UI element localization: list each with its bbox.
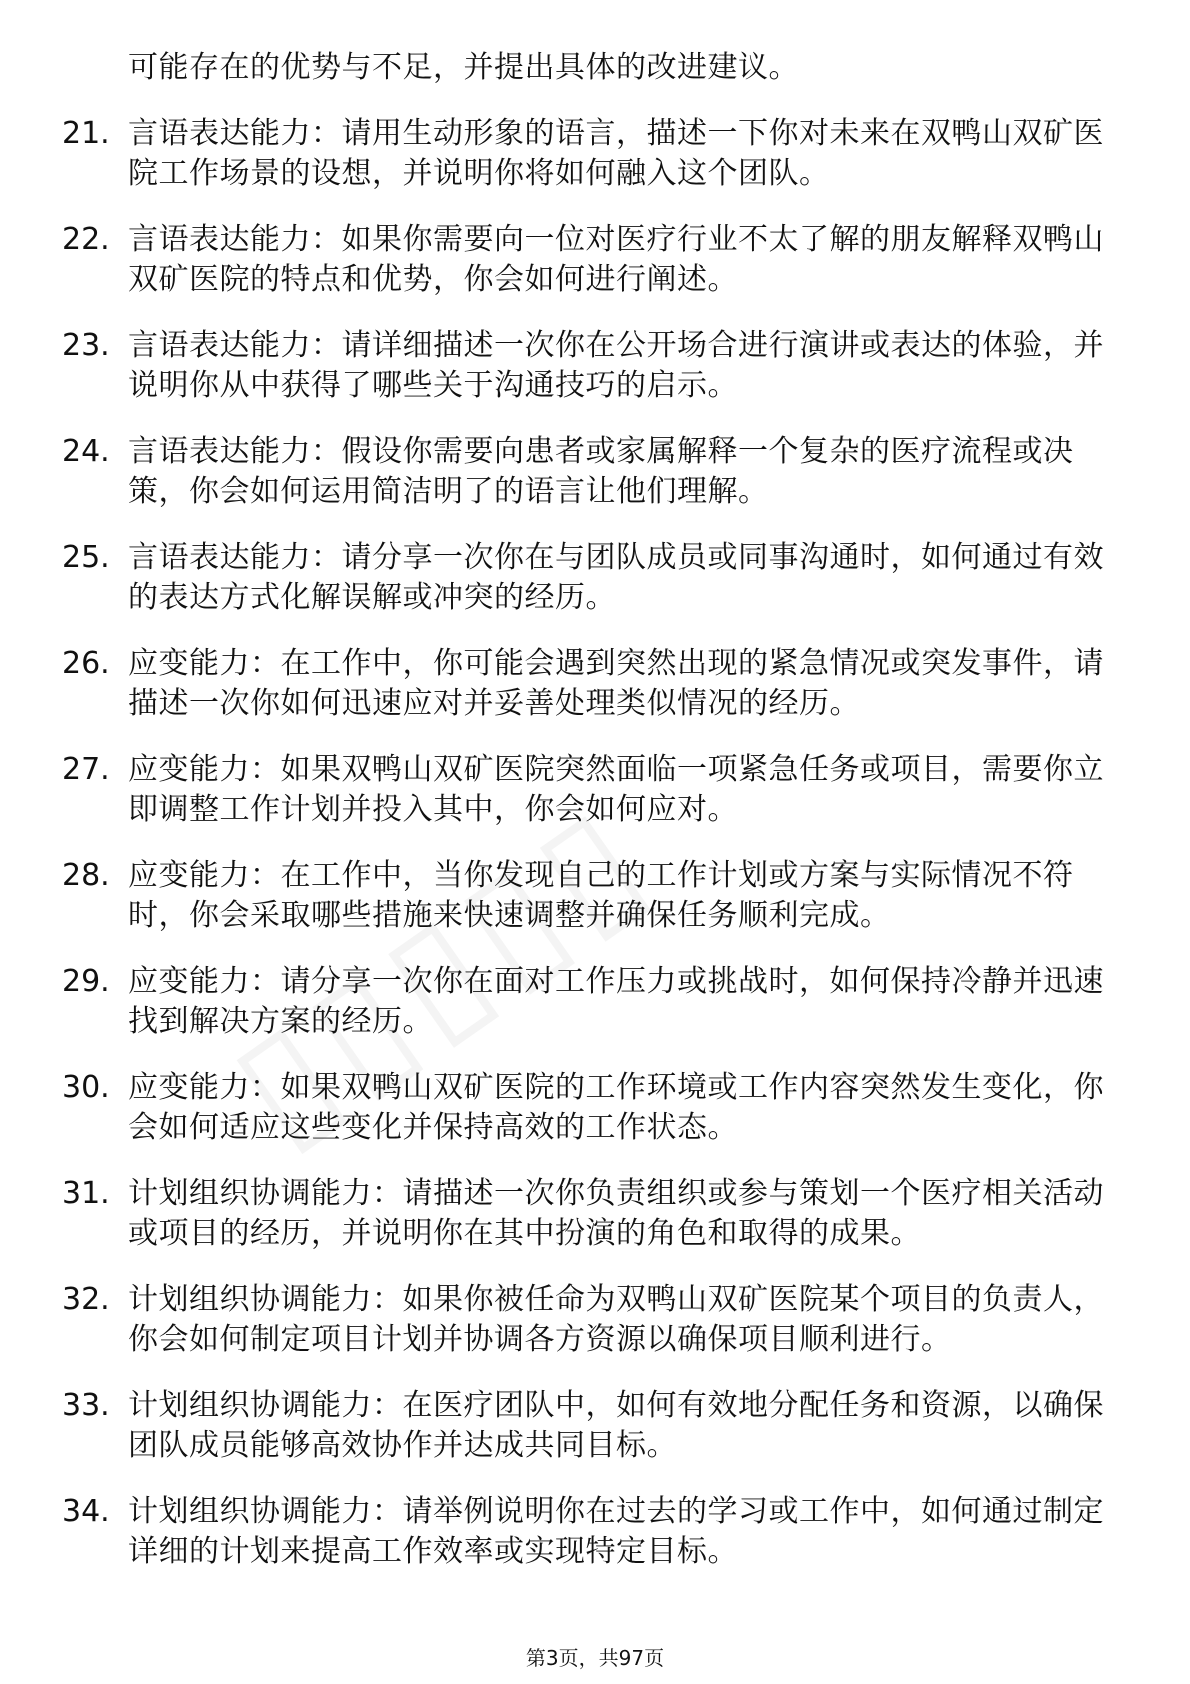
question-number: 24. (62, 434, 110, 469)
question-text: 计划组织协调能力：请描述一次你负责组织或参与策划一个医疗相关活动或项目的经历，并说明你在其中扮演的角色和取得的成果。 (128, 1176, 1104, 1251)
question-number: 34. (62, 1494, 110, 1529)
page-number-label: 第3页，共97页 (525, 1646, 665, 1670)
question-number: 21. (62, 116, 110, 151)
question-text: 应变能力：在工作中，当你发现自己的工作计划或方案与实际情况不符时，你会采取哪些措施来快速调整并确保任务顺利完成。 (128, 858, 1074, 933)
question-item (62, 114, 1107, 194)
question-content (62, 48, 1107, 1572)
question-number: 33. (62, 1388, 110, 1423)
question-number: 25. (62, 540, 110, 575)
question-text: 言语表达能力：如果你需要向一位对医疗行业不太了解的朋友解释双鸭山双矿医院的特点和优势，你会如何进行阐述。 (128, 222, 1104, 297)
question-item (62, 538, 1107, 618)
question-item (62, 962, 1107, 1042)
question-item (62, 220, 1107, 300)
question-number: 27. (62, 752, 110, 787)
question-number: 32. (62, 1282, 110, 1317)
question-item (62, 750, 1107, 830)
page-footer (0, 1645, 1190, 1671)
question-number: 31. (62, 1176, 110, 1211)
question-number: 26. (62, 646, 110, 681)
question-text: 言语表达能力：请用生动形象的语言，描述一下你对未来在双鸭山双矿医院工作场景的设想，并说明你将如何融入这个团队。 (128, 116, 1104, 191)
question-item (62, 1068, 1107, 1148)
question-text: 计划组织协调能力：请举例说明你在过去的学习或工作中，如何通过制定详细的计划来提高工作效率或实现特定目标。 (128, 1494, 1104, 1569)
question-item (62, 644, 1107, 724)
question-number: 23. (62, 328, 110, 363)
carryover-paragraph: 可能存在的优势与不足，并提出具体的改进建议。 (128, 50, 799, 85)
question-text: 应变能力：请分享一次你在面对工作压力或挑战时，如何保持冷静并迅速找到解决方案的经历。 (128, 964, 1104, 1039)
question-text: 应变能力：如果双鸭山双矿医院的工作环境或工作内容突然发生变化，你会如何适应这些变化并保持高效的工作状态。 (128, 1070, 1104, 1145)
question-text: 计划组织协调能力：如果你被任命为双鸭山双矿医院某个项目的负责人，你会如何制定项目计划并协调各方资源以确保项目顺利进行。 (128, 1282, 1104, 1357)
question-text: 言语表达能力：请详细描述一次你在公开场合进行演讲或表达的体验，并说明你从中获得了哪些关于沟通技巧的启示。 (128, 328, 1104, 403)
question-text: 言语表达能力：请分享一次你在与团队成员或同事沟通时，如何通过有效的表达方式化解误解或冲突的经历。 (128, 540, 1104, 615)
question-text: 应变能力：如果双鸭山双矿医院突然面临一项紧急任务或项目，需要你立即调整工作计划并投入其中，你会如何应对。 (128, 752, 1104, 827)
question-item (62, 856, 1107, 936)
question-item (62, 432, 1107, 512)
question-item (62, 1280, 1107, 1360)
question-item (62, 1386, 1107, 1466)
question-item (62, 326, 1107, 406)
question-item (62, 1174, 1107, 1254)
question-number: 29. (62, 964, 110, 999)
question-text: 应变能力：在工作中，你可能会遇到突然出现的紧急情况或突发事件，请描述一次你如何迅速应对并妥善处理类似情况的经历。 (128, 646, 1104, 721)
question-text: 言语表达能力：假设你需要向患者或家属解释一个复杂的医疗流程或决策，你会如何运用简洁明了的语言让他们理解。 (128, 434, 1074, 509)
question-item (62, 1492, 1107, 1572)
question-number: 28. (62, 858, 110, 893)
question-list (62, 114, 1107, 1572)
question-text: 计划组织协调能力：在医疗团队中，如何有效地分配任务和资源，以确保团队成员能够高效协作并达成共同目标。 (128, 1388, 1104, 1463)
question-number: 30. (62, 1070, 110, 1105)
question-number: 22. (62, 222, 110, 257)
